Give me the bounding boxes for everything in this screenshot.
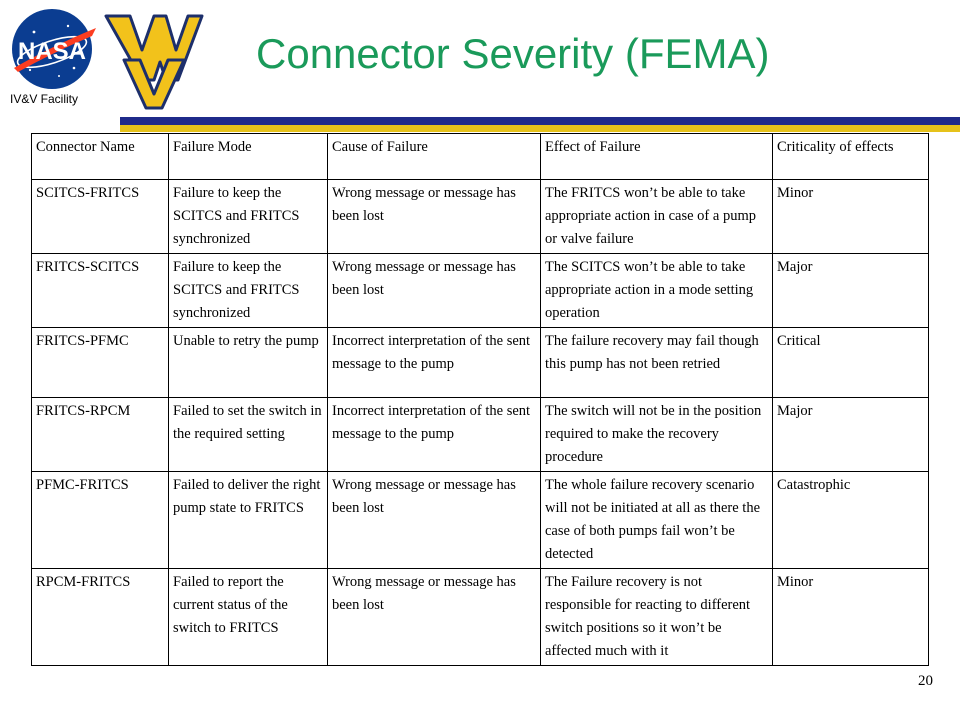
effect-cell: The Failure recovery is not responsible for reacting to different switch positions so it won’t be affected much with it <box>541 569 773 666</box>
table-row <box>32 254 929 328</box>
connector-name-cell: FRITCS-SCITCS <box>32 254 169 328</box>
cause-cell: Incorrect interpretation of the sent message to the pump <box>328 328 541 398</box>
effect-cell: The failure recovery may fail though this pump has not been retried <box>541 328 773 398</box>
column-header: Failure Mode <box>169 134 328 180</box>
header-rule-blue <box>120 117 960 125</box>
cause-cell: Wrong message or message has been lost <box>328 472 541 569</box>
failure-mode-cell: Failed to set the switch in the required setting <box>169 398 328 472</box>
cause-cell: Wrong message or message has been lost <box>328 254 541 328</box>
effect-cell: The SCITCS won’t be able to take appropriate action in a mode setting operation <box>541 254 773 328</box>
fema-table <box>31 133 929 666</box>
connector-name-cell: SCITCS-FRITCS <box>32 180 169 254</box>
failure-mode-cell: Failed to deliver the right pump state to FRITCS <box>169 472 328 569</box>
nasa-logo-text: NASA <box>17 38 87 65</box>
column-header: Cause of Failure <box>328 134 541 180</box>
facility-label: IV&V Facility <box>10 92 79 106</box>
connector-name-cell: FRITCS-RPCM <box>32 398 169 472</box>
connector-name-cell: RPCM-FRITCS <box>32 569 169 666</box>
criticality-cell: Major <box>773 398 929 472</box>
failure-mode-cell: Unable to retry the pump <box>169 328 328 398</box>
failure-mode-cell: Failure to keep the SCITCS and FRITCS synchronized <box>169 180 328 254</box>
criticality-cell: Critical <box>773 328 929 398</box>
nasa-logo <box>4 6 102 92</box>
page-title: Connector Severity (FEMA) <box>256 30 770 77</box>
table-row <box>32 569 929 666</box>
criticality-cell: Minor <box>773 180 929 254</box>
criticality-cell: Catastrophic <box>773 472 929 569</box>
effect-cell: The FRITCS won’t be able to take appropriate action in case of a pump or valve failure <box>541 180 773 254</box>
failure-mode-cell: Failed to report the current status of the switch to FRITCS <box>169 569 328 666</box>
header-rule-gold <box>120 125 960 132</box>
connector-name-cell: PFMC-FRITCS <box>32 472 169 569</box>
cause-cell: Wrong message or message has been lost <box>328 180 541 254</box>
table-row <box>32 328 929 398</box>
column-header: Criticality of effects <box>773 134 929 180</box>
effect-cell: The whole failure recovery scenario will not be initiated at all as there the case of both pumps fail won’t be detected <box>541 472 773 569</box>
failure-mode-cell: Failure to keep the SCITCS and FRITCS synchronized <box>169 254 328 328</box>
table-row <box>32 398 929 472</box>
table-row <box>32 180 929 254</box>
column-header: Effect of Failure <box>541 134 773 180</box>
page-number: 20 <box>918 673 933 689</box>
connector-name-cell: FRITCS-PFMC <box>32 328 169 398</box>
criticality-cell: Minor <box>773 569 929 666</box>
cause-cell: Incorrect interpretation of the sent message to the pump <box>328 398 541 472</box>
criticality-cell: Major <box>773 254 929 328</box>
table-header-row <box>32 134 929 180</box>
wv-logo <box>104 10 204 110</box>
effect-cell: The switch will not be in the position required to make the recovery procedure <box>541 398 773 472</box>
cause-cell: Wrong message or message has been lost <box>328 569 541 666</box>
table-row <box>32 472 929 569</box>
column-header: Connector Name <box>32 134 169 180</box>
